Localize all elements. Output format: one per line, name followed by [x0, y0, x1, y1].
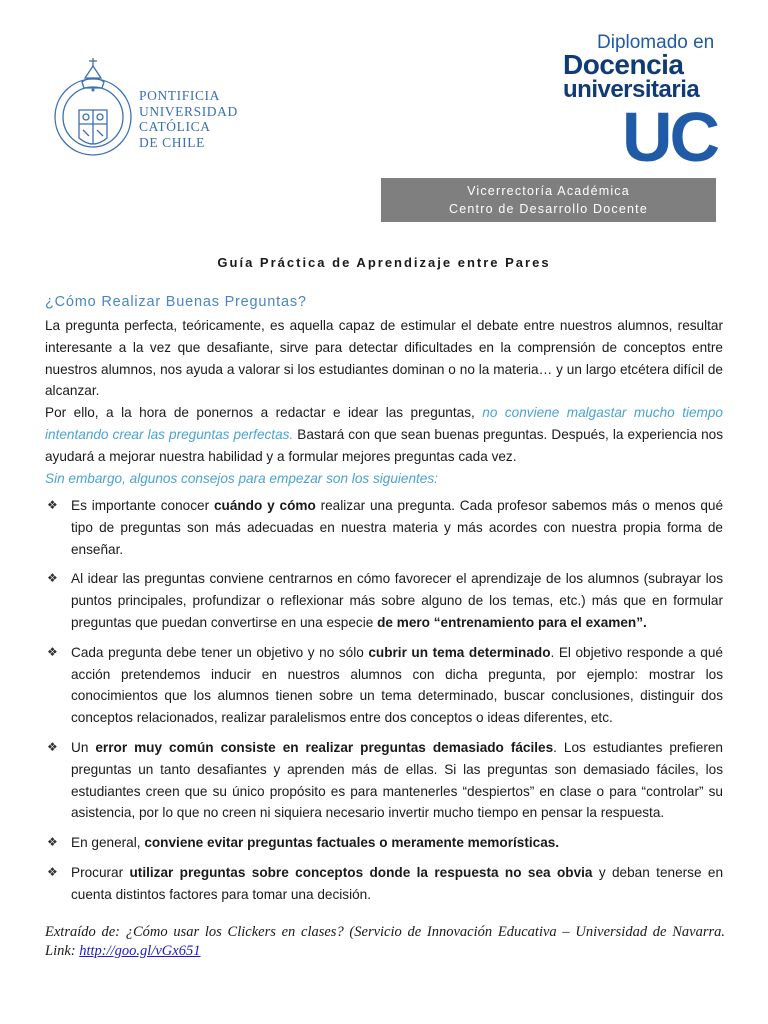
- list-item-text: Al idear las preguntas conviene centrarnos en cómo favorecer el aprendizaje de los alumnos (subrayar los puntos principales, profundizar o reflexionar más sobre alguno de los temas, etc.) más que en formular preguntas que puedan convertirse en una especie: [71, 571, 723, 630]
- list-item-text: Cada pregunta debe tener un objetivo y no sólo: [71, 644, 369, 660]
- office-banner: [381, 178, 716, 222]
- bullet-diamond-icon: ❖: [47, 739, 58, 754]
- bullet-diamond-icon: ❖: [47, 835, 58, 850]
- tips-list: [45, 495, 723, 914]
- list-item-text: . Los estudiantes prefieren preguntas un tanto desafiantes y aprenden más de ellas. Si las preguntas son demasiado fáciles, los estudiantes creen que su único propósito es para mantenerles “despiertos” en clase o para “controlar” su asistencia, por lo que no creen ni siquiera necesario invertir mucho tiempo en pensar la respuesta.: [71, 739, 723, 821]
- list-item-text: Es importante conocer: [71, 498, 214, 513]
- paragraph-1: La pregunta perfecta, teóricamente, es aquella capaz de estimular el debate entre nuestros alumnos, resultar interesante a la vez que desafiante, sirve para detectar dificultades en la comprensión de conceptos entre nuestros alumnos, nos ayuda a valorar si los estudiantes dominan o no la materia… y un largo etcétera difícil de alcanzar.: [45, 318, 723, 399]
- office-line2: Centro de Desarrollo Docente: [449, 202, 648, 216]
- bullet-diamond-icon: ❖: [47, 864, 58, 879]
- list-item: [45, 568, 723, 633]
- university-name-line: PONTIFICIA: [139, 88, 221, 103]
- list-item-text: En general,: [71, 835, 145, 851]
- diplomado-line3: universitaria: [563, 76, 700, 103]
- list-item-bold: utilizar preguntas sobre conceptos donde la respuesta no sea obvia: [129, 864, 593, 880]
- tips-intro: Sin embargo, algunos consejos para empezar son los siguientes:: [45, 470, 438, 486]
- university-name-line: CATÓLICA: [139, 119, 211, 134]
- list-item-text: . El objetivo responde a qué acción pretendemos inducir en nuestros alumnos con dicha pregunta, por ejemplo: mostrar los conocimientos que los alumnos tienen sobre un tema determinado, buscar conclusiones, distinguir dos conceptos relacionados, realizar paralelismos entre dos conceptos o ideas diferentes, etc.: [71, 644, 723, 726]
- source-link[interactable]: http://goo.gl/vGx651: [79, 943, 201, 959]
- university-name-line: DE CHILE: [139, 134, 205, 150]
- source-text: Extraído de: ¿Cómo usar los Clickers en clases? (Servicio de Innovación Educativa – Universidad de Navarra. Link:: [45, 924, 725, 959]
- paragraph-2-highlight: no conviene malgastar mucho tiempo intentando crear las preguntas perfectas.: [45, 405, 723, 442]
- paragraph-2-part-c: Bastará con que sean buenas preguntas. Después, la experiencia nos ayudará a mejorar nuestra habilidad y a formular mejores preguntas cada vez.: [45, 426, 723, 464]
- list-item-text: y deban tenerse en cuenta distintos factores para tomar una decisión.: [71, 864, 724, 902]
- list-item-text: realizar una pregunta. Cada profesor sabemos más o menos qué tipo de preguntas son más adecuadas en nuestra materia y más acordes con nuestra propia forma de enseñar.: [71, 498, 724, 557]
- list-item: [45, 832, 723, 854]
- list-item-bold: de mero “entrenamiento para el examen”.: [377, 614, 647, 630]
- list-item-bold: error muy común consiste en realizar preguntas demasiado fáciles: [95, 739, 554, 755]
- intro-text: [45, 315, 723, 489]
- source-citation: [45, 923, 725, 961]
- university-name: [139, 88, 238, 150]
- bullet-diamond-icon: ❖: [47, 644, 58, 659]
- list-item: [45, 642, 723, 729]
- section-heading: ¿Cómo Realizar Buenas Preguntas?: [45, 294, 307, 310]
- list-item-bold: cubrir un tema determinado: [368, 644, 551, 660]
- paragraph-2: [45, 402, 723, 467]
- university-seal-logo: [52, 50, 134, 160]
- university-name-line: UNIVERSIDAD: [139, 103, 238, 119]
- diplomado-uc-mark: UC: [622, 98, 718, 176]
- diplomado-line2: Docencia: [563, 49, 684, 80]
- list-item-text: Un: [71, 739, 96, 755]
- list-item-bold: conviene evitar preguntas factuales o meramente memorísticas.: [144, 835, 560, 851]
- list-item: [45, 862, 723, 906]
- office-line1: Vicerrectoría Académica: [467, 184, 630, 198]
- list-item: [45, 737, 723, 824]
- paragraph-2-part-a: Por ello, a la hora de ponernos a redactar e idear las preguntas,: [45, 405, 483, 421]
- document-title: Guía Práctica de Aprendizaje entre Pares: [217, 255, 551, 270]
- bullet-diamond-icon: ❖: [47, 498, 58, 512]
- bullet-diamond-icon: ❖: [47, 571, 58, 586]
- list-item-text: Procurar: [71, 864, 130, 880]
- list-item: [45, 495, 723, 560]
- diplomado-line1: Diplomado en: [597, 32, 715, 53]
- list-item-bold: cuándo y cómo: [213, 498, 316, 513]
